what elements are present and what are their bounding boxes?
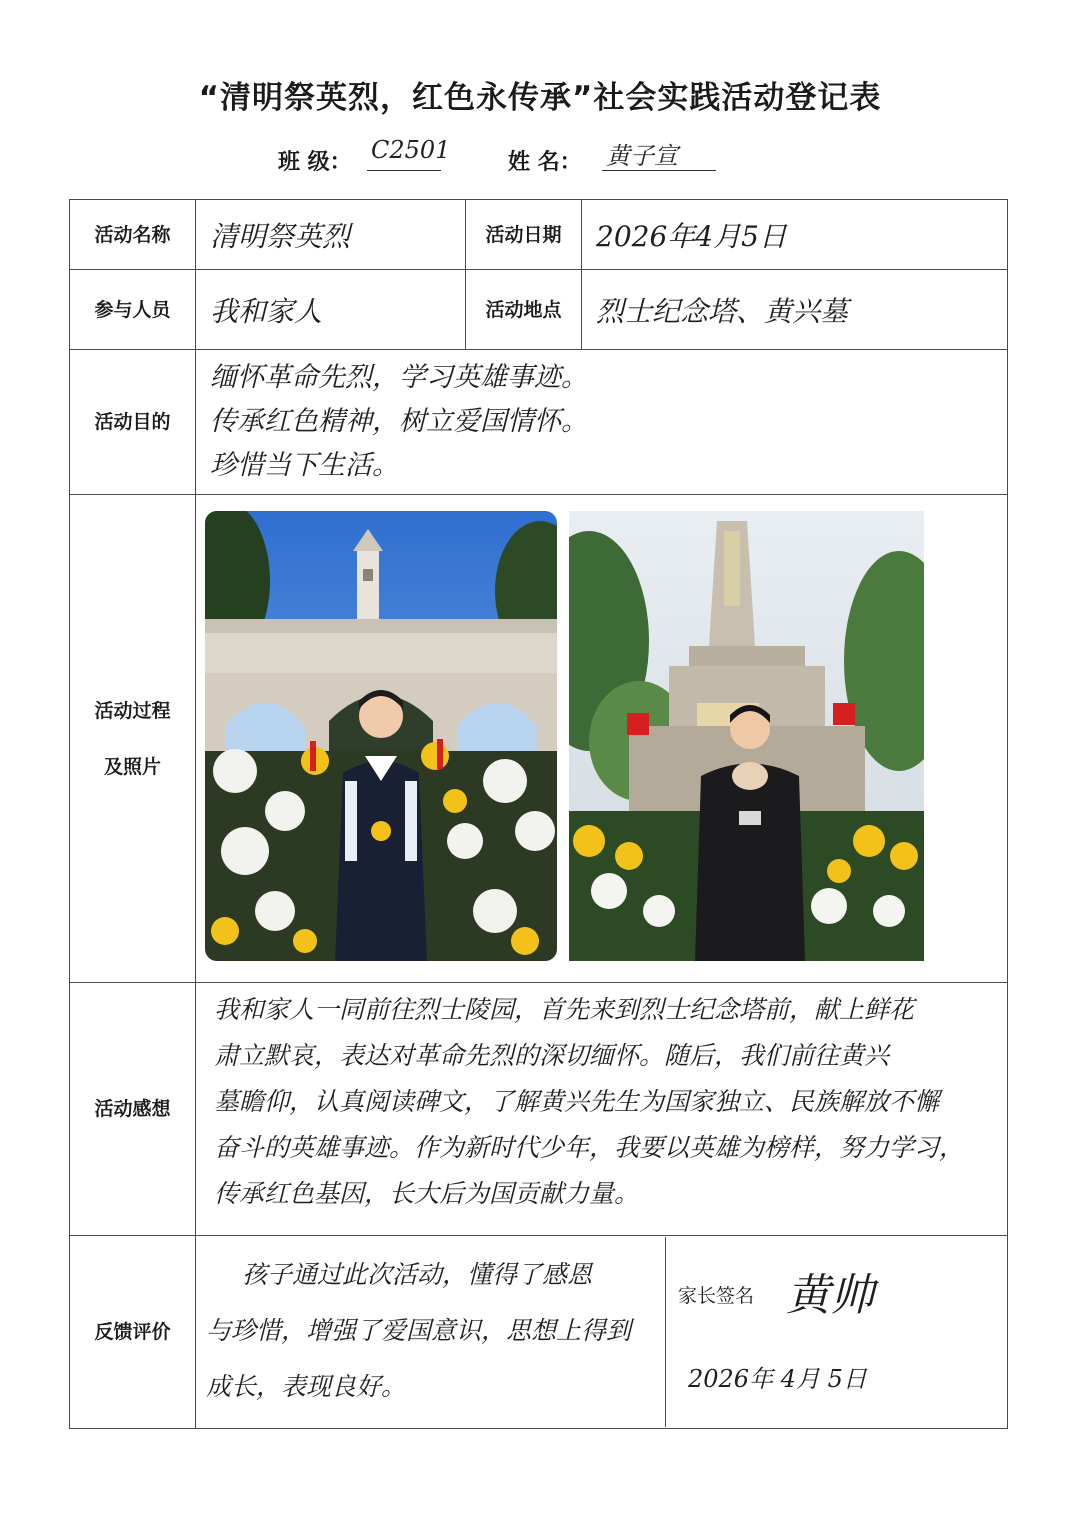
parent-signature-label: 家长签名 bbox=[678, 1285, 755, 1307]
registration-table bbox=[69, 199, 1008, 1429]
purpose-line: 珍惜当下生活。 bbox=[210, 450, 399, 481]
purpose-line: 缅怀革命先烈，学习英雄事迹。 bbox=[210, 362, 588, 393]
reflection-label: 活动感想 bbox=[70, 983, 196, 1236]
photos-cell bbox=[196, 495, 1008, 983]
photo-memorial-tower-image bbox=[205, 511, 557, 961]
name-label: 姓 名： bbox=[508, 150, 582, 175]
purpose-value bbox=[196, 350, 1008, 495]
process-label-line: 及照片 bbox=[103, 755, 161, 778]
row-purpose bbox=[70, 350, 1008, 495]
process-label-line: 活动过程 bbox=[94, 699, 171, 722]
row-process bbox=[70, 495, 1008, 983]
photo-huangxing-tomb-image bbox=[569, 511, 924, 961]
activity-name-value: 清明祭英烈 bbox=[196, 200, 466, 270]
reflection-value bbox=[196, 983, 1008, 1236]
activity-name-label: 活动名称 bbox=[70, 200, 196, 270]
location-value: 烈士纪念塔、黄兴墓 bbox=[582, 270, 1008, 350]
name-value: 黄子宣 bbox=[602, 136, 716, 171]
purpose-line: 传承红色精神，树立爱国情怀。 bbox=[210, 406, 588, 437]
feedback-line: 与珍惜，增强了爱国意识，思想上得到 bbox=[206, 1316, 632, 1345]
feedback-value bbox=[196, 1237, 666, 1427]
photo-huangxing-tomb bbox=[569, 511, 924, 961]
activity-date-value: 2026年4月5日 bbox=[582, 200, 1008, 270]
feedback-line: 孩子通过此次活动，懂得了感恩 bbox=[242, 1260, 593, 1289]
purpose-label: 活动目的 bbox=[70, 350, 196, 495]
feedback-wrap bbox=[196, 1237, 1007, 1427]
process-label bbox=[70, 495, 196, 983]
row-reflection bbox=[70, 983, 1008, 1236]
class-value: C2501 bbox=[367, 136, 441, 171]
feedback-label: 反馈评价 bbox=[70, 1236, 196, 1429]
row-activity-name bbox=[70, 200, 1008, 270]
row-feedback bbox=[70, 1236, 1008, 1429]
photo-memorial-tower bbox=[205, 511, 557, 961]
participants-value: 我和家人 bbox=[196, 270, 466, 350]
class-label: 班 级： bbox=[278, 150, 352, 175]
activity-date-label: 活动日期 bbox=[466, 200, 582, 270]
location-label: 活动地点 bbox=[466, 270, 582, 350]
reflection-line: 肃立默哀，表达对革命先烈的深切缅怀。随后，我们前往黄兴 bbox=[214, 1041, 890, 1070]
reflection-line: 奋斗的英雄事迹。作为新时代少年，我要以英雄为榜样，努力学习， bbox=[214, 1133, 965, 1162]
reflection-line: 我和家人一同前往烈士陵园，首先来到烈士纪念塔前，献上鲜花 bbox=[214, 995, 915, 1024]
reflection-line: 传承红色基因，长大后为国贡献力量。 bbox=[214, 1179, 640, 1208]
feedback-cell bbox=[196, 1236, 1008, 1429]
signature-date: 2026年 4月 5日 bbox=[688, 1365, 867, 1393]
row-participants bbox=[70, 270, 1008, 350]
form-title: “清明祭英烈，红色永传承”社会实践活动登记表 bbox=[198, 80, 882, 116]
parent-signature: 黄帅 bbox=[786, 1270, 874, 1321]
reflection-line: 墓瞻仰，认真阅读碑文，了解黄兴先生为国家独立、民族解放不懈 bbox=[214, 1087, 940, 1116]
feedback-line: 成长，表现良好。 bbox=[206, 1372, 407, 1401]
participants-label: 参与人员 bbox=[70, 270, 196, 350]
